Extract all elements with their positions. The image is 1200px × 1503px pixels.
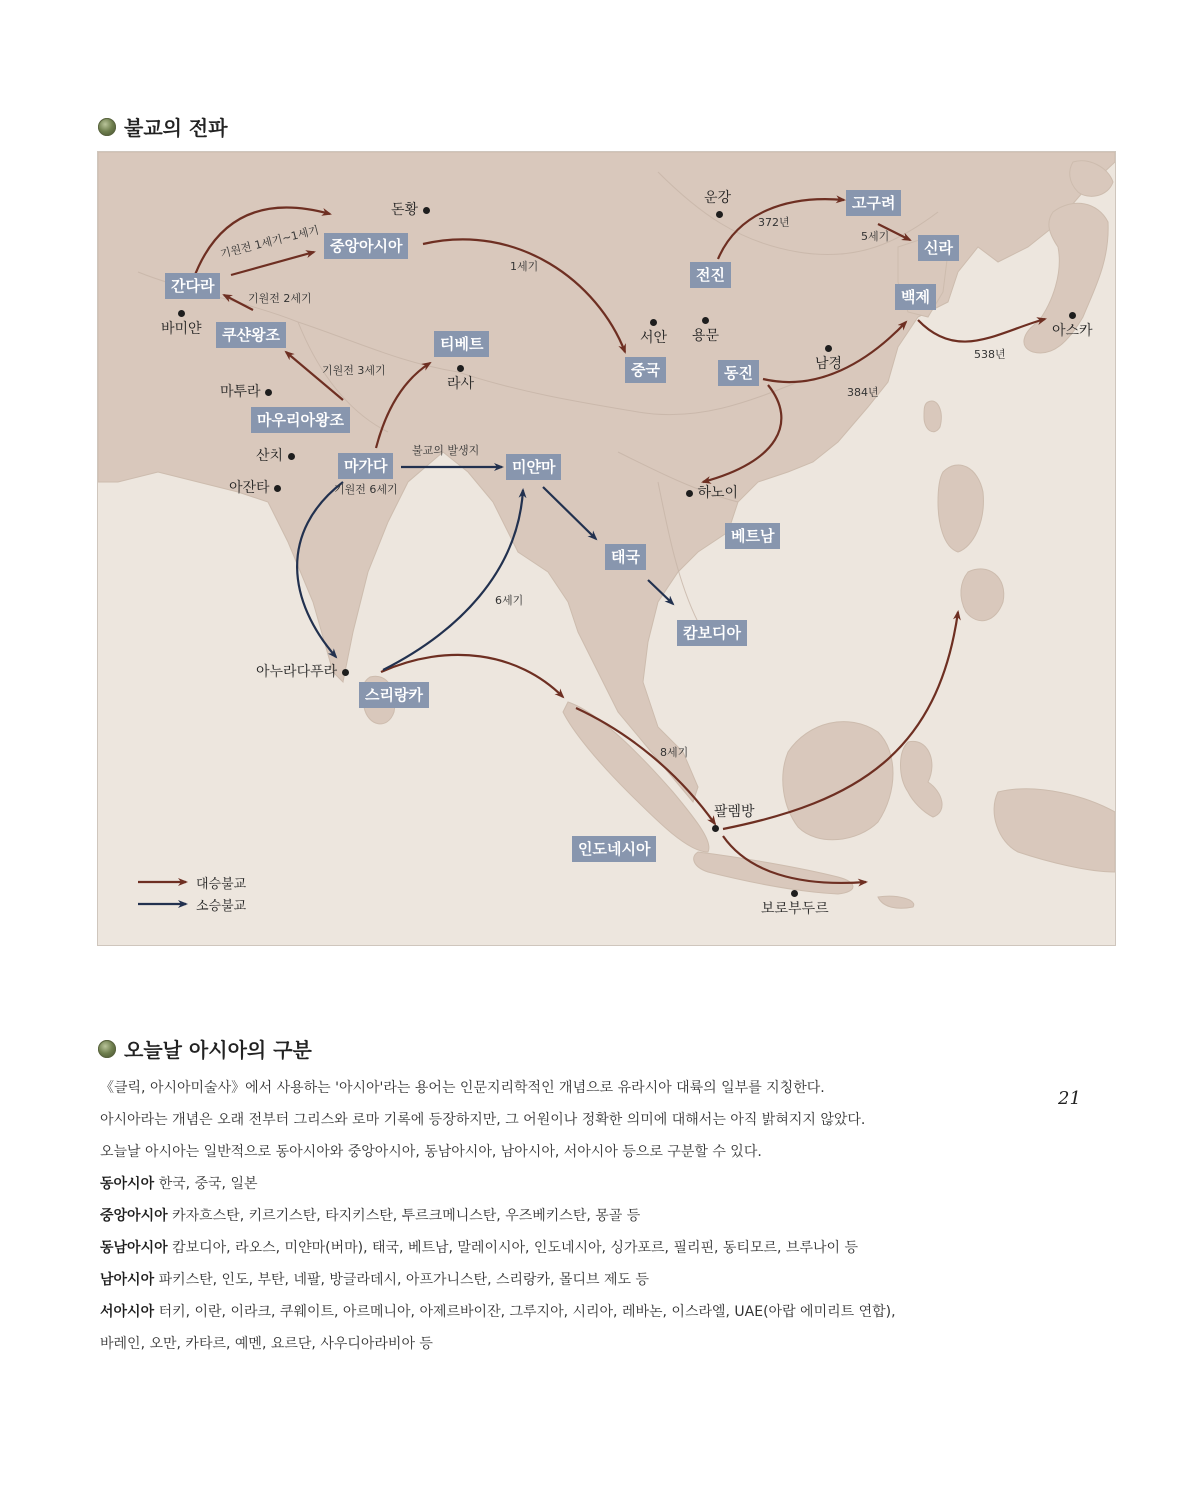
city-dot-icon	[791, 890, 798, 897]
region-gandhara: 간다라	[165, 273, 220, 299]
region-qianqin: 전진	[690, 262, 731, 288]
city-mathura: 마투라	[220, 384, 272, 400]
paragraph: 《클릭, 아시아미술사》에서 사용하는 '아시아'라는 용어는 인문지리학적인 개념으로 유라시아 대륙의 일부를 지칭한다.	[100, 1080, 825, 1096]
region-row-west-asia-cont: 바레인, 오만, 카타르, 예멘, 요르단, 사우디아라비아 등	[100, 1336, 433, 1352]
city-lhasa: 라사	[447, 360, 474, 392]
region-sri-lanka: 스리랑카	[359, 682, 429, 708]
legend-mahayana: 대승불교	[196, 877, 247, 892]
section-title-asia-division	[98, 1034, 312, 1063]
region-eastern-jin: 동진	[718, 360, 759, 386]
region-row-south-asia: 남아시아 파키스탄, 인도, 부탄, 네팔, 방글라데시, 아프가니스탄, 스리랑카, 몰디브 제도 등	[100, 1272, 650, 1288]
city-dot-icon	[457, 365, 464, 372]
city-nanjing: 남경	[815, 340, 842, 372]
label-c538: 538년	[974, 348, 1006, 361]
legend-swatches	[138, 882, 186, 904]
city-xian: 서안	[640, 314, 667, 346]
region-goguryeo: 고구려	[846, 190, 901, 216]
city-dot-icon	[423, 207, 430, 214]
label-c8: 8세기	[660, 746, 689, 759]
city-longmen: 용문	[692, 312, 719, 344]
region-thailand: 태국	[605, 544, 646, 570]
city-dot-icon	[650, 319, 657, 326]
paragraph: 오늘날 아시아는 일반적으로 동아시아와 중앙아시아, 동남아시아, 남아시아, 서아시아 등으로 구분할 수 있다.	[100, 1144, 762, 1160]
city-dot-icon	[1069, 312, 1076, 319]
city-palembang: 팔렘방	[714, 804, 755, 836]
region-central-asia: 중앙아시아	[324, 233, 408, 259]
label-c372: 372년	[758, 216, 790, 229]
page-number: 21	[1058, 1088, 1081, 1109]
label-c5: 5세기	[861, 230, 890, 243]
region-kushan: 쿠샨왕조	[216, 322, 286, 348]
city-dot-icon	[702, 317, 709, 324]
label-birthplace: 불교의 발생지	[412, 444, 480, 457]
city-dot-icon	[288, 453, 295, 460]
asia-division-text	[100, 1072, 1100, 1360]
city-dot-icon	[712, 825, 719, 832]
paragraph: 아시아라는 개념은 오래 전부터 그리스와 로마 기록에 등장하지만, 그 어원이나 정확한 의미에 대해서는 아직 밝혀지지 않았다.	[100, 1112, 866, 1128]
city-dot-icon	[274, 485, 281, 492]
region-baekje: 백제	[895, 284, 936, 310]
label-bc2: 기원전 2세기	[248, 292, 312, 305]
legend-theravada: 소승불교	[196, 899, 247, 914]
city-dot-icon	[342, 669, 349, 676]
city-hanoi: 하노이	[686, 485, 738, 501]
region-silla: 신라	[918, 235, 959, 261]
city-dot-icon	[178, 310, 185, 317]
region-row-central-asia: 중앙아시아 카자흐스탄, 키르기스탄, 타지키스탄, 투르크메니스탄, 우즈베키스탄, 몽골 등	[100, 1208, 641, 1224]
buddhism-spread-map	[97, 151, 1116, 946]
city-dunhuang: 돈황	[391, 202, 430, 218]
label-bc6: 기원전 6세기	[334, 483, 398, 496]
region-myanmar: 미얀마	[506, 454, 561, 480]
city-asuka: 아스카	[1052, 307, 1093, 339]
city-anuradhapura: 아누라다푸라	[256, 664, 349, 680]
city-yungang: 운강	[704, 190, 731, 222]
city-bamiyan: 바미얀	[161, 305, 202, 337]
label-bc3: 기원전 3세기	[322, 364, 386, 377]
city-dot-icon	[825, 345, 832, 352]
region-cambodia: 캄보디아	[677, 620, 747, 646]
label-c6: 6세기	[495, 594, 524, 607]
label-c384: 384년	[847, 386, 879, 399]
region-row-west-asia: 서아시아 터키, 이란, 이라크, 쿠웨이트, 아르메니아, 아제르바이잔, 그루지아, 시리아, 레바논, 이스라엘, UAE(아랍 에미리트 연합),	[100, 1304, 896, 1320]
section-title-text: 불교의 전파	[124, 116, 228, 140]
city-ajanta: 아잔타	[229, 480, 281, 496]
bullet-icon	[98, 118, 116, 136]
bullet-icon	[98, 1040, 116, 1058]
region-china: 중국	[625, 357, 666, 383]
region-mauryan: 마우리아왕조	[251, 407, 350, 433]
city-sanchi: 산치	[256, 448, 295, 464]
region-tibet: 티베트	[434, 331, 489, 357]
region-indonesia: 인도네시아	[572, 836, 656, 862]
city-borobudur: 보로부두르	[761, 885, 829, 917]
section-title-text: 오늘날 아시아의 구분	[124, 1038, 312, 1062]
section-title-buddhism-spread	[98, 112, 228, 141]
city-dot-icon	[265, 389, 272, 396]
label-bc1-ad1: 기원전 1세기~1세기	[219, 223, 321, 261]
city-dot-icon	[686, 490, 693, 497]
region-row-east-asia: 동아시아 한국, 중국, 일본	[100, 1176, 258, 1192]
region-magadha: 마가다	[338, 453, 393, 479]
region-row-southeast-asia: 동남아시아 캄보디아, 라오스, 미얀마(버마), 태국, 베트남, 말레이시아, 인도네시아, 싱가포르, 필리핀, 동티모르, 브루나이 등	[100, 1240, 858, 1256]
label-c1: 1세기	[510, 260, 539, 273]
region-vietnam: 베트남	[725, 523, 780, 549]
landmass	[98, 152, 1115, 908]
city-dot-icon	[716, 211, 723, 218]
